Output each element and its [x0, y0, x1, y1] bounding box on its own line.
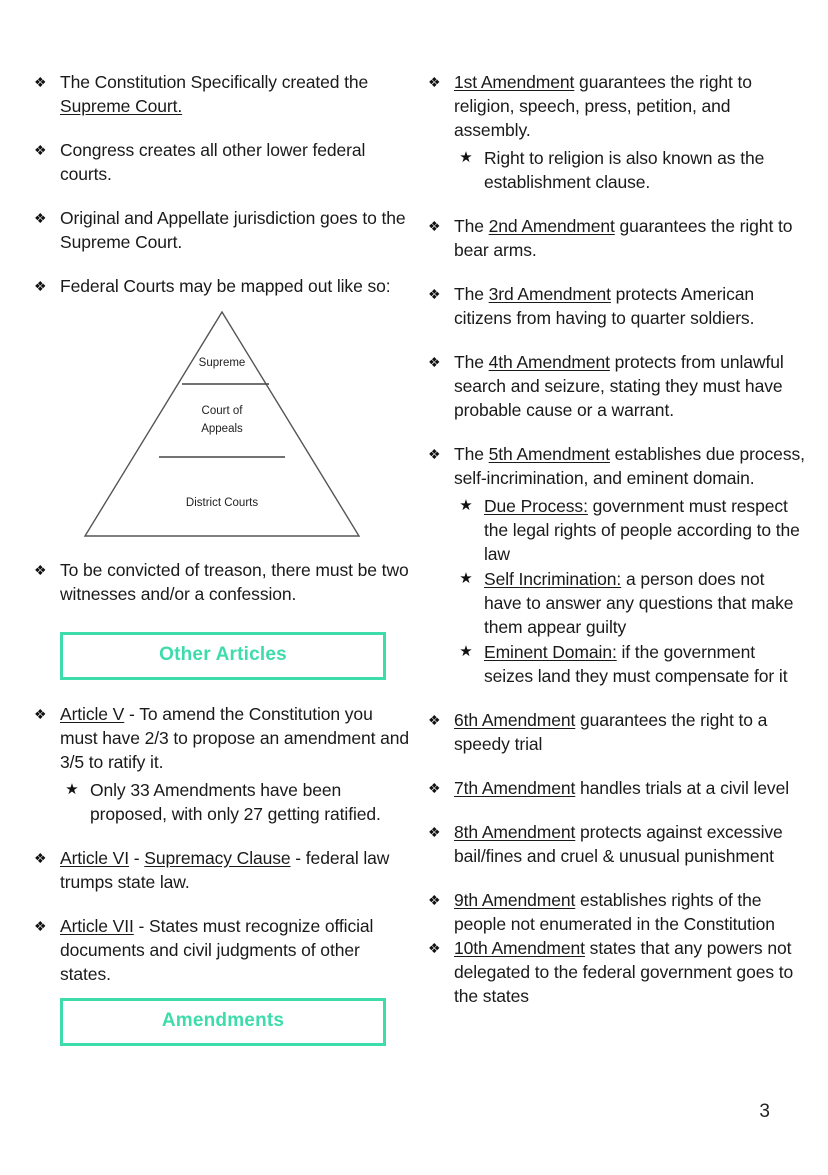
bullet-text [60, 70, 412, 118]
bullet-text: To be convicted of treason, there must be two witnesses and/or a confession. [60, 560, 409, 604]
bullet-text-plain: - federal law trumps state law. [60, 848, 390, 892]
bullet-amendment-7 [426, 776, 806, 800]
diamond-bullet-icon: ❖ [34, 142, 47, 158]
sub-bullet-eminent-domain [448, 640, 806, 688]
sub-bullet-text-plain: a person does not have to answer any questions that make them appear guilty [484, 569, 794, 637]
bullet-text-plain: establishes due process, self-incrimination, and eminent domain. [454, 444, 805, 488]
diamond-bullet-icon: ❖ [428, 446, 441, 462]
bullet-text-prefix: The [454, 352, 489, 372]
bullet-text-prefix: The [454, 284, 489, 304]
bullet-amendment-2 [426, 214, 806, 262]
bullet-text-underlined: Article VII [60, 916, 134, 936]
diamond-bullet-icon: ❖ [428, 780, 441, 796]
bullet-text-underlined: Article VI [60, 848, 130, 868]
bullet-text [454, 214, 806, 262]
diamond-bullet-icon: ❖ [34, 210, 47, 226]
pyramid-tier-label-district: District Courts [185, 497, 259, 509]
bullet-text [454, 776, 806, 800]
diamond-bullet-icon: ❖ [428, 712, 441, 728]
star-bullet-icon: ★ [65, 781, 79, 798]
bullet-amendment-5 [426, 442, 806, 490]
bullet-text [454, 350, 806, 422]
bullet-text-plain: states that any powers not delegated to the federal government goes to the states [454, 938, 794, 1006]
bullet-text-plain: guarantees the right to a speedy trial [454, 710, 768, 754]
left-column [32, 70, 412, 1046]
bullet-text [60, 702, 412, 774]
bullet-text-plain: - States must recognize official documents and civil judgments of other states. [60, 916, 374, 984]
sub-bullet-list-amendment-1 [448, 146, 806, 194]
diamond-bullet-icon: ❖ [34, 562, 47, 578]
pyramid-tier-label-appeals-line2: Appeals [201, 423, 243, 435]
pyramid-svg [77, 304, 367, 544]
section-header-amendments [60, 998, 386, 1046]
bullet-text-plain: protects from unlawful search and seizure, stating they must have probable cause or a warrant. [454, 352, 784, 420]
pyramid-tier-label-supreme: Supreme [198, 357, 246, 369]
bullet-text-plain: protects American citizens from having to quarter soldiers. [454, 284, 755, 328]
two-column-layout [32, 70, 805, 1046]
section-header-other-articles [60, 632, 386, 680]
sub-bullet-list-article-v [54, 778, 412, 826]
bullet-amendment-4 [426, 350, 806, 422]
bullet-text-prefix: The [454, 216, 489, 236]
sub-bullet-text [484, 640, 806, 688]
bullet-amendment-8 [426, 820, 806, 868]
diamond-bullet-icon: ❖ [428, 892, 441, 908]
sub-bullet-text-underlined: Self Incrimination: [484, 569, 622, 589]
bullet-text-underlined: 2nd Amendment [488, 216, 615, 236]
bullet-original-appellate-jurisdiction [32, 206, 412, 254]
diamond-bullet-icon: ❖ [428, 354, 441, 370]
right-column [426, 70, 806, 1008]
bullet-article-vii [32, 914, 412, 986]
sub-bullet-text-underlined: Eminent Domain: [484, 642, 617, 662]
bullet-amendment-6 [426, 708, 806, 756]
bullet-amendment-1 [426, 70, 806, 142]
sub-bullet-due-process [448, 494, 806, 566]
bullet-text-underlined: Supreme Court. [60, 96, 183, 116]
bullet-text-underlined: 6th Amendment [454, 710, 576, 730]
bullet-text-underlined: 5th Amendment [488, 444, 610, 464]
diamond-bullet-icon: ❖ [428, 74, 441, 90]
bullet-text-plain: handles trials at a civil level [575, 778, 789, 798]
diamond-bullet-icon: ❖ [34, 706, 47, 722]
bullet-text-underlined: 9th Amendment [454, 890, 576, 910]
bullet-text-plain: guarantees the right to bear arms. [454, 216, 793, 260]
bullet-text-underlined: Article V [60, 704, 125, 724]
pyramid-tier-label-appeals-line1: Court of [201, 405, 243, 417]
bullet-text-underlined: 7th Amendment [454, 778, 576, 798]
sub-bullet-text: Right to religion is also known as the establishment clause. [484, 148, 765, 192]
bullet-constitution-supreme-court [32, 70, 412, 118]
sub-bullet-establishment-clause [448, 146, 806, 194]
bullet-text: Federal Courts may be mapped out like so: [60, 276, 391, 296]
bullet-text-separator: - [129, 848, 145, 868]
star-bullet-icon: ★ [459, 497, 473, 514]
sub-bullet-text-underlined: Due Process: [484, 496, 588, 516]
federal-courts-pyramid [32, 304, 412, 544]
bullet-text-plain: The Constitution Specifically created the [60, 72, 369, 92]
bullet-text-plain: establishes rights of the people not enumerated in the Constitution [454, 890, 775, 934]
bullet-text: Original and Appellate jurisdiction goes to the Supreme Court. [60, 208, 406, 252]
bullet-text-underlined: 1st Amendment [454, 72, 575, 92]
bullet-amendment-3 [426, 282, 806, 330]
diamond-bullet-icon: ❖ [34, 278, 47, 294]
bullet-text [454, 708, 806, 756]
diamond-bullet-icon: ❖ [428, 218, 441, 234]
bullet-text-plain: - To amend the Constitution you must have 2/3 to propose an amendment and 3/5 to ratify it. [60, 704, 410, 772]
bullet-text-plain: protects against excessive bail/fines and cruel & unusual punishment [454, 822, 783, 866]
diamond-bullet-icon: ❖ [428, 824, 441, 840]
diamond-bullet-icon: ❖ [34, 74, 47, 90]
bullet-text-underlined-secondary: Supremacy Clause [144, 848, 291, 868]
bullet-text [60, 846, 412, 894]
sub-bullet-text-plain: government must respect the legal rights of people according to the law [484, 496, 800, 564]
bullet-article-vi [32, 846, 412, 894]
bullet-treason-conviction [32, 558, 412, 606]
diamond-bullet-icon: ❖ [34, 918, 47, 934]
sub-bullet-text-plain: if the government seizes land they must compensate for it [484, 642, 788, 686]
bullet-text: Congress creates all other lower federal courts. [60, 140, 366, 184]
bullet-text [454, 820, 806, 868]
bullet-amendment-9 [426, 888, 806, 936]
bullet-text-underlined: 4th Amendment [488, 352, 610, 372]
bullet-federal-courts-map [32, 274, 412, 298]
bullet-text-prefix: The [454, 444, 489, 464]
diamond-bullet-icon: ❖ [428, 286, 441, 302]
bullet-text [60, 914, 412, 986]
bullet-text-underlined: 10th Amendment [454, 938, 585, 958]
bullet-text-underlined: 8th Amendment [454, 822, 576, 842]
bullet-text [454, 888, 806, 936]
sub-bullet-text [484, 567, 806, 639]
diamond-bullet-icon: ❖ [428, 940, 441, 956]
star-bullet-icon: ★ [459, 570, 473, 587]
bullet-article-v [32, 702, 412, 774]
section-header-label: Amendments [161, 1010, 285, 1031]
sub-bullet-text [484, 494, 806, 566]
bullet-text-underlined: 3rd Amendment [488, 284, 611, 304]
diamond-bullet-icon: ❖ [34, 850, 47, 866]
page-number: 3 [759, 1101, 770, 1122]
sub-bullet-text: Only 33 Amendments have been proposed, with only 27 getting ratified. [90, 780, 381, 824]
star-bullet-icon: ★ [459, 149, 473, 166]
bullet-text [454, 442, 806, 490]
bullet-text [454, 282, 806, 330]
star-bullet-icon: ★ [459, 643, 473, 660]
bullet-text-plain: guarantees the right to religion, speech, press, petition, and assembly. [454, 72, 752, 140]
bullet-amendment-10 [426, 936, 806, 1008]
sub-bullet-amendments-proposed [54, 778, 412, 826]
bullet-congress-lower-courts [32, 138, 412, 186]
bullet-text [454, 70, 806, 142]
bullet-text [454, 936, 806, 1008]
sub-bullet-list-amendment-5 [448, 494, 806, 688]
section-header-label: Other Articles [159, 644, 287, 665]
sub-bullet-self-incrimination [448, 567, 806, 639]
